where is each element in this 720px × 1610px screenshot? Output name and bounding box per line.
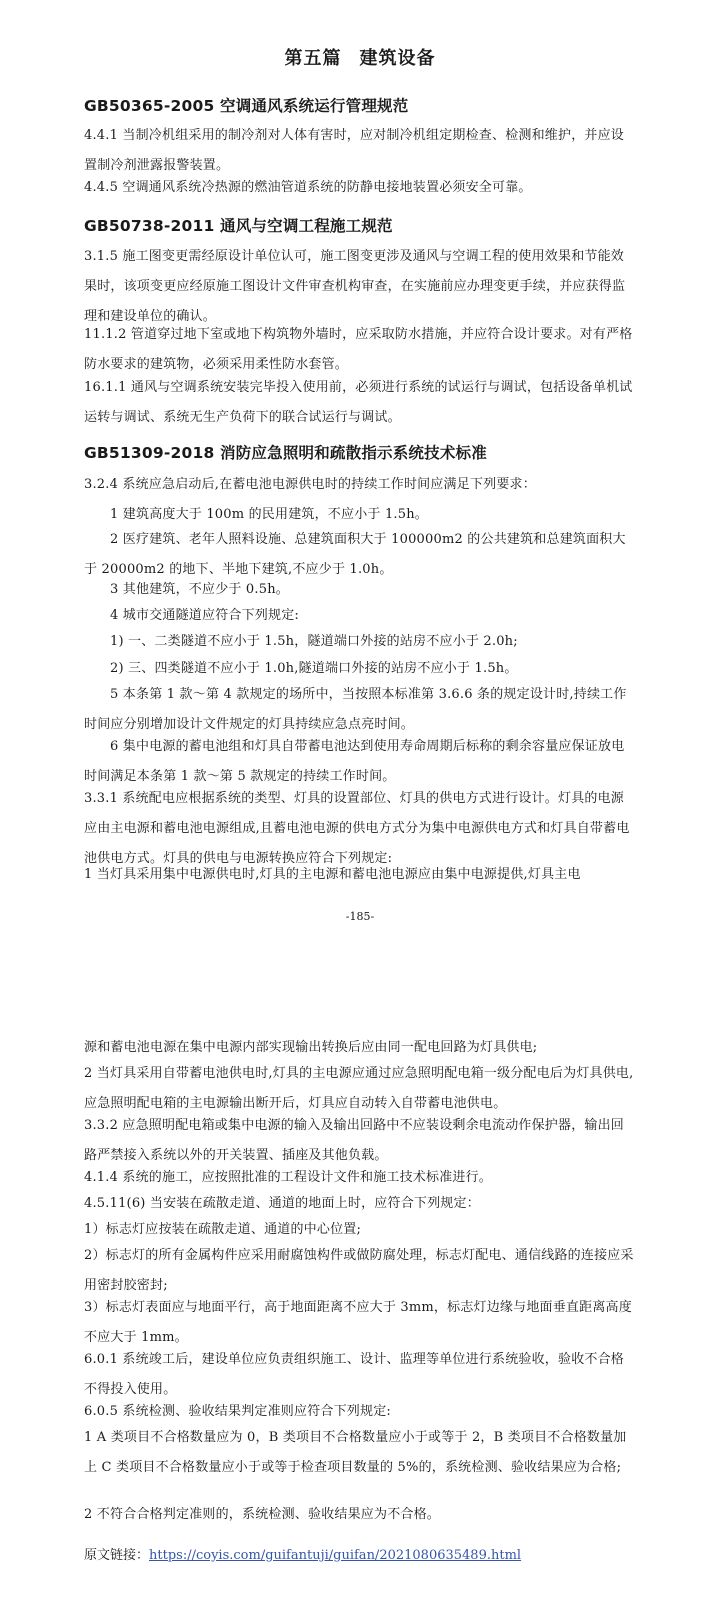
clause-paragraph: 16.1.1 通风与空调系统安装完毕投入使用前，必须进行系统的试运行与调试，包括设备单机试运转与调试、系统无生产负荷下的联合试运行与调试。	[84, 380, 633, 425]
clause-item: 1) 一、二类隧道不应小于 1.5h，隧道端口外接的站房不应小于 2.0h;	[110, 634, 518, 649]
source-label: 原文链接：	[84, 1548, 150, 1563]
clause-paragraph: 3.1.5 施工图变更需经原设计单位认可，施工图变更涉及通风与空调工程的使用效果和节能效果时，该项变更应经原施工图设计文件审查机构审查，在实施前应办理变更手续，并应获得监理和建设单位的确认。	[84, 249, 626, 324]
clause-paragraph: 源和蓄电池电源在集中电源内部实现输出转换后应由同一配电回路为灯具供电;	[84, 1040, 538, 1055]
clause-item: 2 医疗建筑、老年人照料设施、总建筑面积大于 100000m2 的公共建筑和总建筑面积大于 20000m2 的地下、半地下建筑,不应少于 1.0h。	[84, 532, 626, 577]
page-title-part: 第五篇	[284, 48, 342, 69]
clause-paragraph: 3.2.4 系统应急启动后,在蓄电池电源供电时的持续工作时间应满足下列要求：	[84, 477, 536, 492]
page-title-part: 建筑设备	[359, 48, 436, 69]
clause-paragraph: 11.1.2 管道穿过地下室或地下构筑物外墙时，应采取防水措施，并应符合设计要求。对有严格防水要求的建筑物，必须采用柔性防水套管。	[84, 327, 633, 372]
clause-item: 2 当灯具采用自带蓄电池供电时,灯具的主电源应通过应急照明配电箱一级分配电后为灯具供电,应急照明配电箱的主电源输出断开后，灯具应自动转入自带蓄电池供电。	[84, 1066, 634, 1111]
clause-item: 1 A 类项目不合格数量应为 0，B 类项目不合格数量应小于或等于 2，B 类项目不合格数量加上 C 类项目不合格数量应小于或等于检查项目数量的 5%的，系统检测、验收结果应为合格;	[84, 1430, 627, 1475]
standard-heading: GB50365-2005 空调通风系统运行管理规范	[84, 97, 409, 115]
clause-paragraph: 6.0.1 系统竣工后，建设单位应负责组织施工、设计、监理等单位进行系统验收，验收不合格不得投入使用。	[84, 1352, 625, 1397]
clause-item: 1 建筑高度大于 100m 的民用建筑，不应小于 1.5h。	[110, 507, 428, 522]
clause-item: 6 集中电源的蓄电池组和灯具自带蓄电池达到使用寿命周期后标称的剩余容量应保证放电时间满足本条第 1 款～第 5 款规定的持续工作时间。	[84, 739, 625, 784]
clause-item: 3）标志灯表面应与地面平行，高于地面距离不应大于 3mm，标志灯边缘与地面垂直距离高度不应大于 1mm。	[84, 1300, 632, 1345]
clause-item: 2 不符合合格判定准则的，系统检测、验收结果应为不合格。	[84, 1507, 441, 1522]
clause-paragraph: 4.1.4 系统的施工，应按照批准的工程设计文件和施工技术标准进行。	[84, 1170, 493, 1185]
clause-paragraph: 4.4.5 空调通风系统冷热源的燃油管道系统的防静电接地装置必须安全可靠。	[84, 180, 532, 195]
clause-paragraph: 4.5.11(6) 当安装在疏散走道、通道的地面上时，应符合下列规定：	[84, 1196, 480, 1211]
source-link-row	[84, 1541, 521, 1571]
clause-item: 1 当灯具采用集中电源供电时,灯具的主电源和蓄电池电源应由集中电源提供,灯具主电	[84, 867, 581, 882]
clause-item: 1）标志灯应按装在疏散走道、通道的中心位置;	[84, 1222, 362, 1237]
page-number: -185-	[345, 910, 375, 923]
source-link[interactable]: https://coyis.com/guifantuji/guifan/2021080635489.html	[149, 1548, 522, 1563]
clause-paragraph: 4.4.1 当制冷机组采用的制冷剂对人体有害时，应对制冷机组定期检查、检测和维护，并应设置制冷剂泄露报警装置。	[84, 128, 625, 173]
standard-heading: GB50738-2011 通风与空调工程施工规范	[84, 217, 393, 235]
clause-paragraph: 3.3.2 应急照明配电箱或集中电源的输入及输出回路中不应装设剩余电流动作保护器，输出回路严禁接入系统以外的开关装置、插座及其他负载。	[84, 1118, 625, 1163]
clause-item: 2) 三、四类隧道不应小于 1.0h,隧道端口外接的站房不应小于 1.5h。	[110, 661, 518, 676]
clause-item: 5 本条第 1 款～第 4 款规定的场所中，当按照本标准第 3.6.6 条的规定设计时,持续工作时间应分别增加设计文件规定的灯具持续应急点亮时间。	[84, 687, 627, 732]
clause-paragraph: 6.0.5 系统检测、验收结果判定准则应符合下列规定:	[84, 1404, 391, 1419]
clause-paragraph: 3.3.1 系统配电应根据系统的类型、灯具的设置部位、灯具的供电方式进行设计。灯具的电源应由主电源和蓄电池电源组成,且蓄电池电源的供电方式分为集中电源供电方式和灯具自带蓄电池供电方式。灯具的供电与电源转换应符合下列规定:	[84, 791, 630, 866]
clause-item: 4 城市交通隧道应符合下列规定:	[110, 608, 299, 623]
clause-item: 3 其他建筑，不应少于 0.5h。	[110, 582, 289, 597]
standard-heading: GB51309-2018 消防应急照明和疏散指示系统技术标准	[84, 444, 487, 462]
clause-item: 2）标志灯的所有金属构件应采用耐腐蚀构件或做防腐处理，标志灯配电、通信线路的连接应采用密封胶密封;	[84, 1248, 634, 1293]
page-title	[0, 44, 720, 70]
